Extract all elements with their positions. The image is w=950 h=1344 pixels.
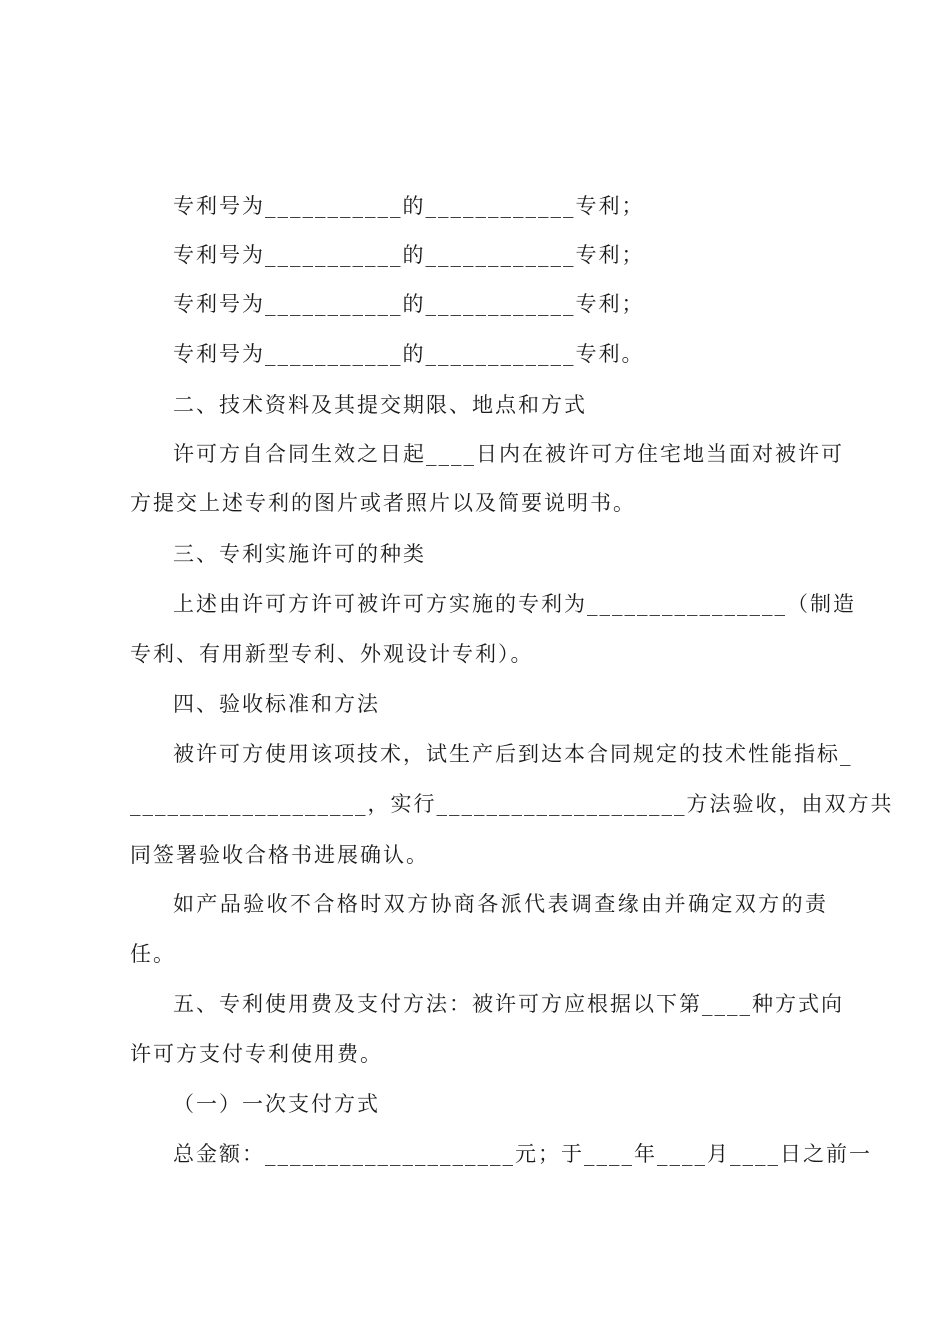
patent-number-line-4: 专利号为___________的____________专利。 bbox=[173, 342, 645, 366]
paragraph-line: 同签署验收合格书进展确认。 bbox=[130, 843, 429, 867]
paragraph-line: 上述由许可方许可被许可方实施的专利为________________（制造 bbox=[173, 592, 856, 616]
paragraph-line: 总金额：____________________元；于____年____月____日之前一 bbox=[173, 1142, 872, 1166]
paragraph-line: 如产品验收不合格时双方协商各派代表调查缘由并确定双方的责 bbox=[173, 892, 828, 916]
patent-number-line-1: 专利号为___________的____________专利； bbox=[173, 194, 645, 218]
paragraph-line: 被许可方使用该项技术，试生产后到达本合同规定的技术性能指标_ bbox=[173, 742, 853, 766]
paragraph-line: 专利、有用新型专利、外观设计专利）。 bbox=[130, 642, 534, 666]
paragraph-line: 许可方自合同生效之日起____日内在被许可方住宅地当面对被许可 bbox=[173, 442, 844, 466]
section-heading-4: 四、验收标准和方法 bbox=[173, 692, 380, 716]
section-heading-3: 三、专利实施许可的种类 bbox=[173, 542, 426, 566]
paragraph-line: ___________________，实行____________________方法验收，由双方共 bbox=[130, 792, 894, 816]
paragraph-line: 许可方支付专利使用费。 bbox=[130, 1042, 383, 1066]
paragraph-line: 方提交上述专利的图片或者照片以及简要说明书。 bbox=[130, 491, 636, 515]
patent-number-line-3: 专利号为___________的____________专利； bbox=[173, 292, 645, 316]
section-heading-5: 五、专利使用费及支付方法：被许可方应根据以下第____种方式向 bbox=[173, 992, 844, 1016]
patent-number-line-2: 专利号为___________的____________专利； bbox=[173, 243, 645, 267]
section-heading-2: 二、技术资料及其提交期限、地点和方式 bbox=[173, 393, 587, 417]
subsection-heading: （一）一次支付方式 bbox=[173, 1092, 380, 1116]
paragraph-line: 任。 bbox=[130, 942, 176, 966]
